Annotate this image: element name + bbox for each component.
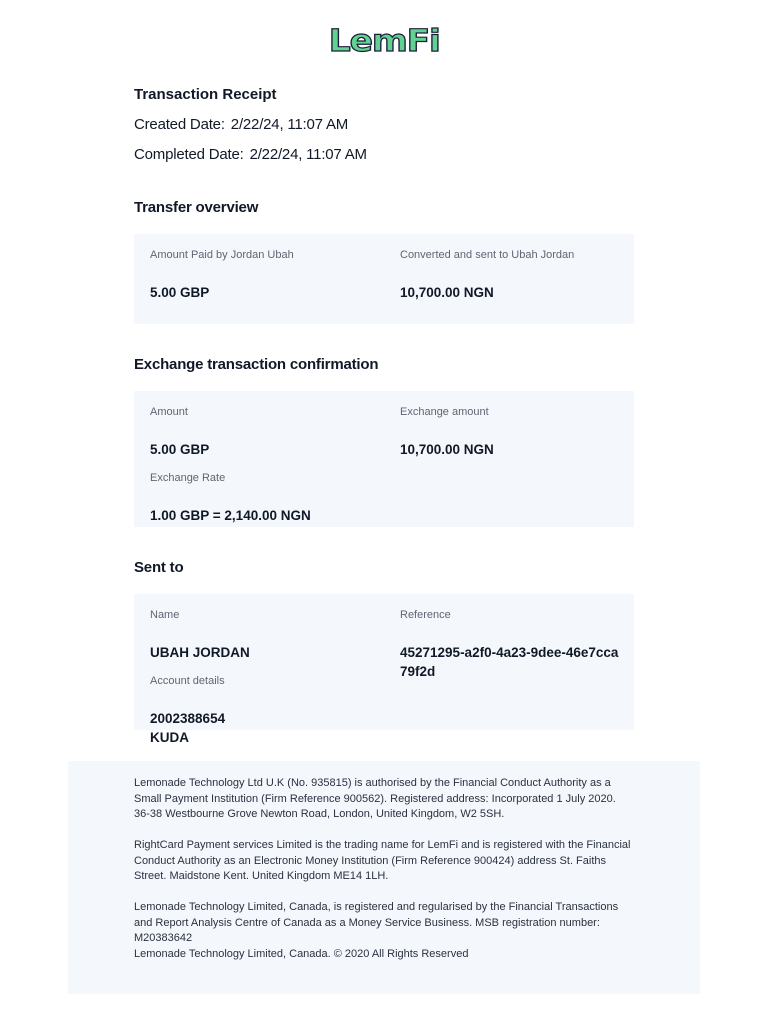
exchange-confirmation-title: Exchange transaction confirmation xyxy=(134,356,379,373)
legal-text xyxy=(134,776,634,962)
converted-sent-label: Converted and sent to Ubah Jordan xyxy=(400,249,575,261)
transfer-overview-title: Transfer overview xyxy=(134,199,259,216)
converted-sent-value: 10,700.00 NGN xyxy=(400,285,494,300)
converted-sent-field xyxy=(400,249,574,302)
created-date xyxy=(134,116,634,136)
recipient-name-field xyxy=(150,609,250,662)
reference-label: Reference xyxy=(400,609,451,621)
exchange-amount-label: Exchange amount xyxy=(400,406,489,418)
lemfi-logo: LemFi xyxy=(328,24,440,59)
completed-date-label: Completed Date: xyxy=(134,146,244,163)
completed-date-value: 2/22/24, 11:07 AM xyxy=(249,146,367,163)
completed-date xyxy=(134,146,634,166)
legal-paragraph-rightcard: RightCard Payment services Limited is the trading name for LemFi and is registered with the Financial Conduct Authority as an Electronic Money Institution (Firm Reference 900424) address St. Faiths Street. Maidstone Kent. United Kingdom ME14 1LH. xyxy=(134,839,631,882)
legal-paragraph-uk: Lemonade Technology Ltd U.K (No. 935815) is authorised by the Financial Conduct Authority as a Small Payment Institution (Firm Reference 900562). Registered address: Incorporated 1 July 2020. 36-38 Westbourne Grove Newton Road, London, United Kingdom, W2 5SH. xyxy=(134,777,616,820)
bank-name: KUDA xyxy=(150,730,189,745)
legal-paragraph-canada: Lemonade Technology Limited, Canada, is registered and regularised by the Financial Transactions and Report Analysis Centre of Canada as a Money Service Business. MSB registration number: M20383642 xyxy=(134,901,619,944)
copyright-line: Lemonade Technology Limited, Canada. © 2020 All Rights Reserved xyxy=(134,947,469,960)
recipient-name-value: UBAH JORDAN xyxy=(150,645,250,660)
exchange-amount-value: 10,700.00 NGN xyxy=(400,442,494,457)
recipient-name-label: Name xyxy=(150,609,180,621)
header xyxy=(0,26,768,58)
created-date-value: 2/22/24, 11:07 AM xyxy=(230,116,349,133)
amount-paid-label: Amount Paid by Jordan Ubah xyxy=(150,249,294,261)
legal-footer xyxy=(68,761,700,994)
amount-field xyxy=(150,406,209,459)
account-details-field xyxy=(150,675,225,747)
transfer-overview-panel xyxy=(134,234,634,324)
exchange-rate-field xyxy=(150,472,311,525)
exchange-confirmation-panel xyxy=(134,391,634,527)
account-number: 2002388654 xyxy=(150,711,226,726)
sent-to-title: Sent to xyxy=(134,559,184,576)
sent-to-panel xyxy=(134,594,634,745)
exchange-rate-value: 1.00 GBP = 2,140.00 NGN xyxy=(150,508,311,523)
exchange-amount-field xyxy=(400,406,494,459)
exchange-rate-label: Exchange Rate xyxy=(150,472,226,484)
reference-value: 45271295-a2f0-4a23-9dee-46e7cca79f2d xyxy=(400,645,619,679)
account-details-label: Account details xyxy=(150,675,225,687)
amount-paid-value: 5.00 GBP xyxy=(150,285,210,300)
reference-field xyxy=(400,609,620,681)
receipt-header xyxy=(134,86,634,166)
amount-paid-field xyxy=(150,249,294,302)
amount-value: 5.00 GBP xyxy=(150,442,210,457)
amount-label: Amount xyxy=(150,406,188,418)
receipt-title: Transaction Receipt xyxy=(134,86,277,103)
created-date-label: Created Date: xyxy=(134,116,225,133)
